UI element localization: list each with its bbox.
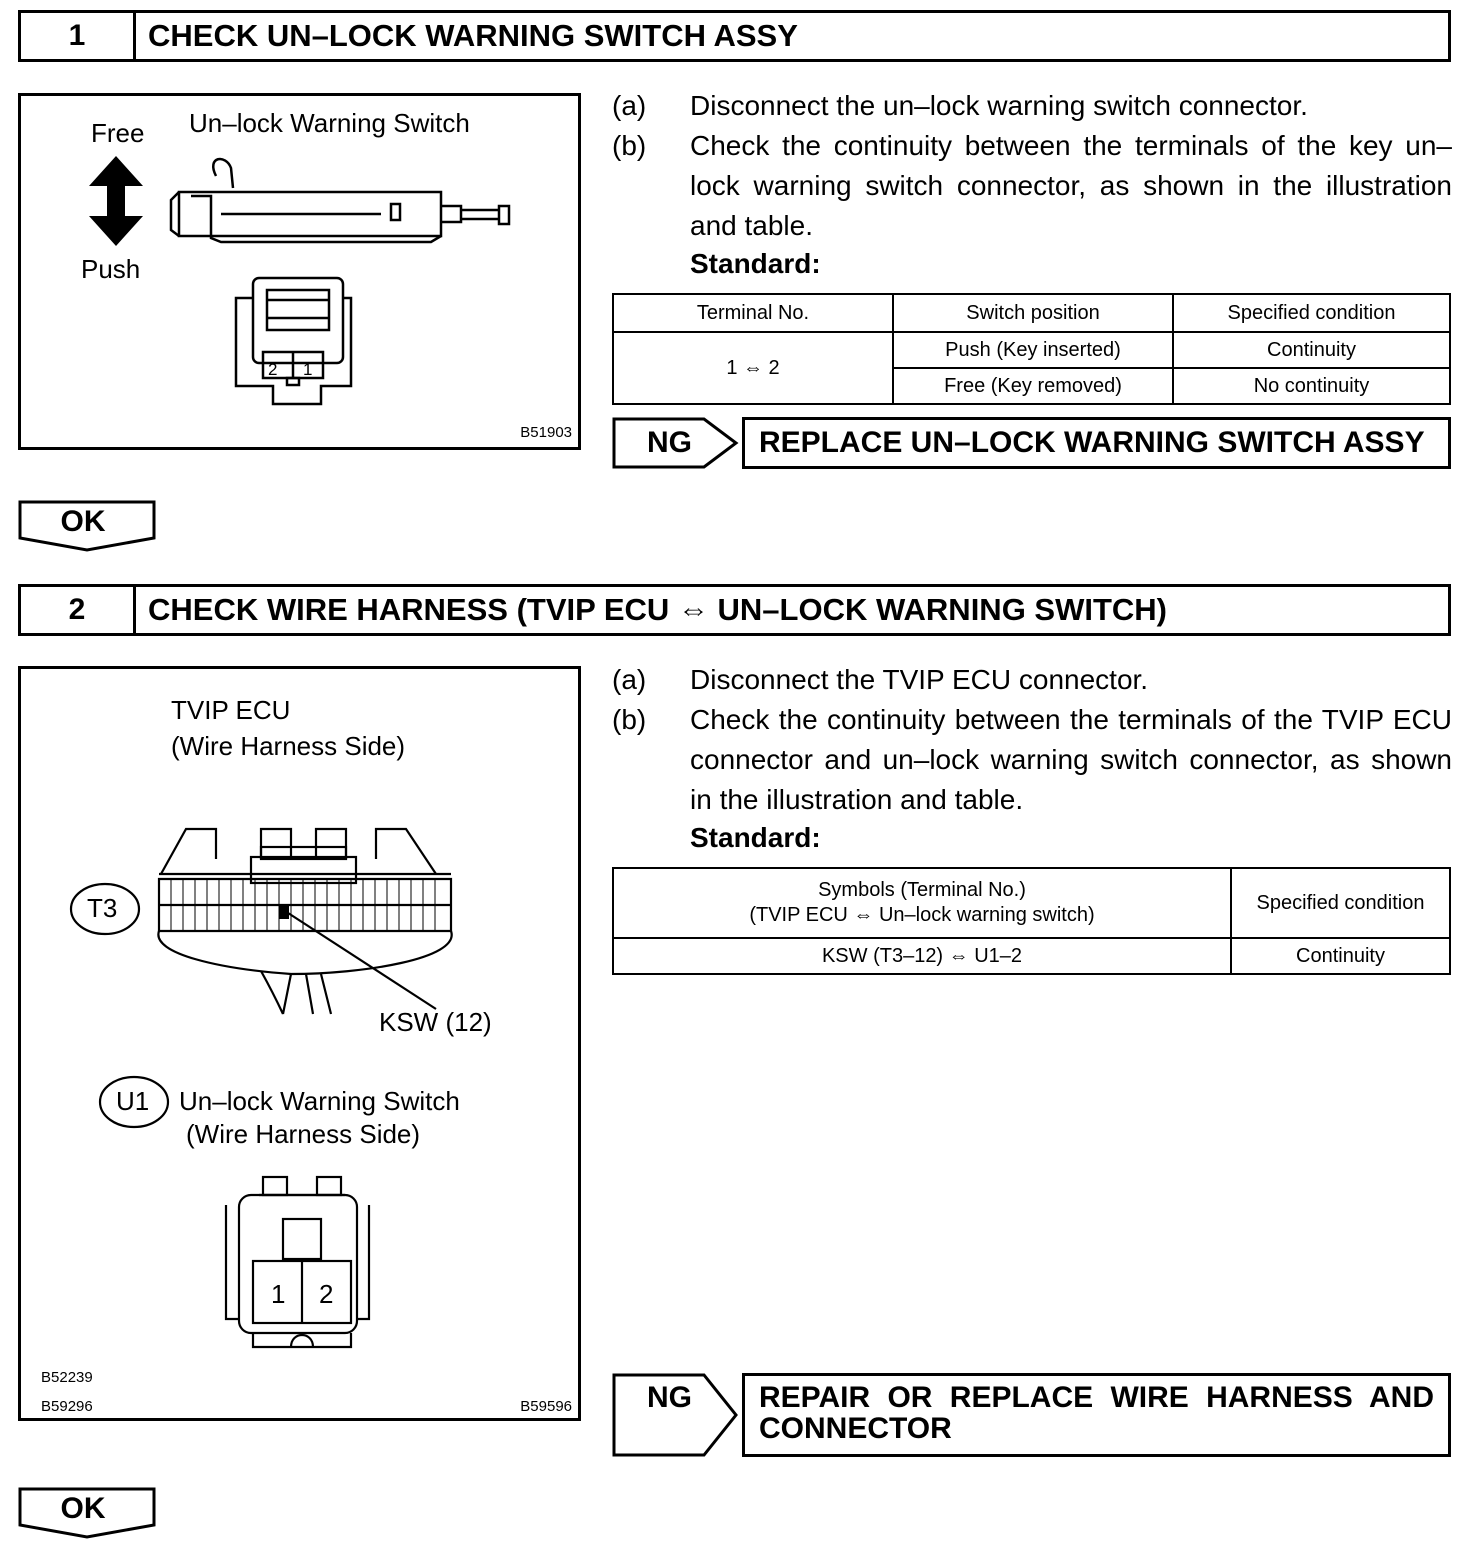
ecu-connector-illustration xyxy=(21,669,578,1418)
step2-spec-table xyxy=(612,867,1451,975)
step-text: Disconnect the TVIP ECU connector. xyxy=(690,664,1149,695)
table-cell: Free (Key removed) xyxy=(893,368,1173,404)
pin-2-label: 2 xyxy=(268,360,278,379)
step2-header xyxy=(18,584,1451,636)
step2-number: 2 xyxy=(21,587,136,633)
pin-1-label: 1 xyxy=(271,1279,286,1309)
label-push: Push xyxy=(81,254,141,284)
figure-code: B59296 xyxy=(41,1398,93,1415)
step-text: Disconnect the un–lock warning switch connector. xyxy=(690,90,1308,121)
table-header-line: Symbols (Terminal No.) xyxy=(818,879,1026,901)
step-text: Check the continuity between the terminals of the TVIP ECU connector and un–lock warning switch connector, as shown in the illustration and table. xyxy=(690,704,1452,815)
ng-action-1: REPLACE UN–LOCK WARNING SWITCH ASSY xyxy=(742,417,1451,469)
pin-1-label: 1 xyxy=(303,360,313,379)
ecu-subtitle: (Wire Harness Side) xyxy=(171,731,406,761)
switch-title: Un–lock Warning Switch xyxy=(179,1086,460,1116)
step1-title: CHECK UN–LOCK WARNING SWITCH ASSY xyxy=(148,18,798,53)
switch-subtitle: (Wire Harness Side) xyxy=(186,1119,421,1149)
table-header: Specified condition xyxy=(1173,294,1450,332)
step2-instruction-a xyxy=(612,660,1452,700)
table-cell: KSW (T3–12) ⇔ U1–2 xyxy=(613,938,1231,974)
step1-header xyxy=(18,10,1451,62)
figure-code: B52239 xyxy=(41,1369,93,1386)
step2-figure xyxy=(18,666,581,1421)
table-header: Terminal No. xyxy=(613,294,893,332)
step1-figure xyxy=(18,93,581,450)
step-label: (b) xyxy=(612,130,647,161)
switch-illustration xyxy=(21,96,578,447)
step1-instruction-b xyxy=(612,126,1452,246)
label-unlock-switch: Un–lock Warning Switch xyxy=(189,108,470,138)
figure-code: B59596 xyxy=(520,1398,572,1415)
ok-label-2: OK xyxy=(60,1492,106,1525)
table-cell-terminal: 1 ⇔ 2 xyxy=(613,332,893,404)
step1-number: 1 xyxy=(21,13,136,59)
step1-instruction-a xyxy=(612,86,1452,126)
switch-side-view xyxy=(171,159,509,242)
step-label: (a) xyxy=(612,664,647,695)
step1-standard-label: Standard: xyxy=(690,248,821,279)
step1-spec-table xyxy=(612,293,1451,405)
ng-label-1: NG xyxy=(647,426,692,459)
ng-action-2: REPAIR OR REPLACE WIRE HARNESS AND CONNECTOR xyxy=(742,1373,1451,1457)
t3-label: T3 xyxy=(87,893,118,923)
table-cell: Continuity xyxy=(1231,938,1450,974)
ecu-title: TVIP ECU xyxy=(171,695,291,725)
ng-label-2: NG xyxy=(647,1381,692,1414)
u1-label: U1 xyxy=(116,1086,150,1116)
pin-2-label: 2 xyxy=(319,1279,334,1309)
table-cell: No continuity xyxy=(1173,368,1450,404)
figure-code: B51903 xyxy=(520,424,572,441)
table-header xyxy=(613,868,1231,938)
step-label: (b) xyxy=(612,704,647,735)
step2-standard-label: Standard: xyxy=(690,822,821,853)
table-header: Switch position xyxy=(893,294,1173,332)
step-label: (a) xyxy=(612,90,647,121)
ksw-label: KSW (12) xyxy=(379,1007,492,1037)
table-header: Specified condition xyxy=(1231,868,1450,938)
step2-instruction-b xyxy=(612,700,1452,820)
double-arrow-icon xyxy=(89,156,143,246)
label-free: Free xyxy=(91,118,145,148)
connector-front-view xyxy=(236,278,351,404)
step-text: Check the continuity between the terminals of the key un–lock warning switch connector, as shown in the illustration and table. xyxy=(690,130,1452,241)
table-cell: Push (Key inserted) xyxy=(893,332,1173,368)
table-cell: Continuity xyxy=(1173,332,1450,368)
ok-label-1: OK xyxy=(60,505,106,538)
step2-title: CHECK WIRE HARNESS (TVIP ECU ⇔ UN–LOCK WARNING SWITCH) xyxy=(148,592,1168,627)
ksw-pin-marker xyxy=(279,905,289,919)
table-header-line: (TVIP ECU ⇔ Un–lock warning switch) xyxy=(749,904,1095,926)
